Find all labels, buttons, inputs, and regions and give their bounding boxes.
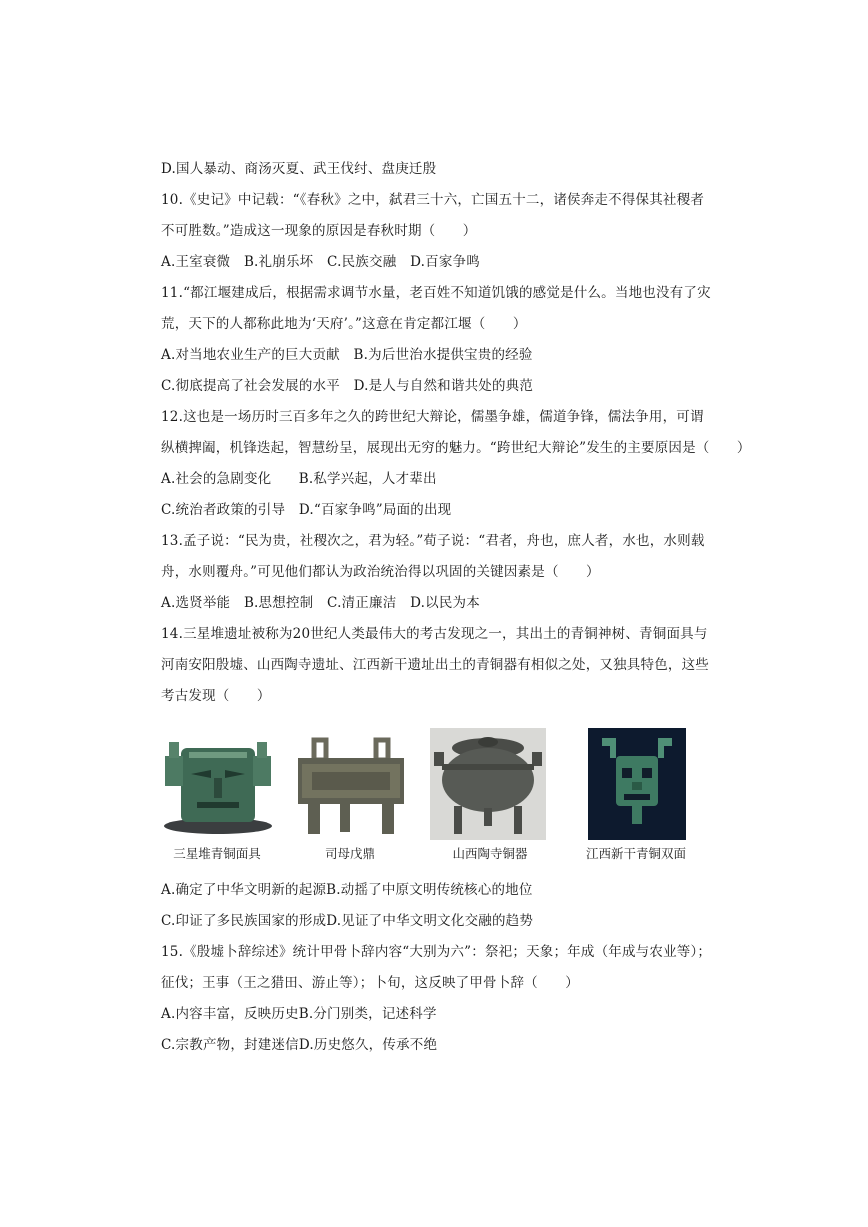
question-13-text-cont: 舟，水则覆舟。”可见他们都认为政治统治得以巩固的关键因素是（ ）: [161, 564, 600, 580]
question-13-text: 13.孟子说：“民为贵，社稷次之，君为轻。”荀子说：“君者，舟也，庶人者，水也，水则载: [161, 533, 705, 549]
question-15-options-cd: C.宗教产物，封建迷信D.历史悠久，传承不绝: [161, 1037, 438, 1053]
question-12-options-cd: C.统治者政策的引导 D.“百家争鸣”局面的出现: [161, 502, 452, 518]
question-14-options-cd: C.印证了多民族国家的形成D.见证了中华文明文化交融的趋势: [161, 913, 534, 929]
bronze-vessel-icon: [430, 728, 546, 840]
question-11-options-cd: C.彻底提高了社会发展的水平 D.是人与自然和谐共处的典范: [161, 378, 534, 394]
question-12-text-cont: 纵横捭阖，机锋迭起，智慧纷呈，展现出无穷的魅力。“跨世纪大辩论”发生的主要原因是（ ）: [161, 440, 751, 456]
question-14-text-end: 考古发现（ ）: [161, 688, 271, 704]
question-15-options-ab: A.内容丰富，反映历史B.分门别类，记述科学: [161, 1006, 437, 1022]
question-13-options: A.选贤举能 B.思想控制 C.清正廉洁 D.以民为本: [161, 595, 480, 611]
question-12-options-ab: A.社会的急剧变化 B.私学兴起，人才辈出: [161, 471, 437, 487]
question-11-text-cont: 荒，天下的人都称此地为‘天府’。”这意在肯定都江堰（ ）: [161, 316, 527, 332]
question-11-options-ab: A.对当地农业生产的巨大贡献 B.为后世治水提供宝贵的经验: [161, 347, 533, 363]
question-10-text-cont: 不可胜数。”造成这一现象的原因是春秋时期（ ）: [161, 223, 477, 239]
option-line-9d: D.国人暴动、商汤灭夏、武王伐纣、盘庚迁殷: [161, 161, 437, 177]
bronze-mask-icon: [159, 738, 277, 836]
bronze-ding-icon: [292, 736, 410, 838]
question-14-text-cont: 河南安阳殷墟、山西陶寺遗址、江西新干遗址出土的青铜器有相似之处，又独具特色，这些: [161, 657, 709, 673]
question-12-text: 12.这也是一场历时三百多年之久的跨世纪大辩论，儒墨争雄，儒道争锋，儒法争用，可谓: [161, 409, 704, 425]
question-10-options: A.王室衰微 B.礼崩乐坏 C.民族交融 D.百家争鸣: [161, 254, 480, 270]
figure-caption: 山西陶寺铜器: [452, 846, 528, 861]
question-14-text: 14.三星堆遗址被称为20世纪人类最伟大的考古发现之一，其出土的青铜神树、青铜面具与: [161, 626, 708, 642]
question-11-text: 11.“都江堰建成后，根据需求调节水量，老百姓不知道饥饿的感觉是什么。当地也没有了灾: [161, 285, 711, 301]
question-10-text: 10.《史记》中记载：“《春秋》之中，弑君三十六，亡国五十二，诸侯奔走不得保其社稷者: [161, 192, 705, 208]
artifact-figures: [155, 728, 715, 868]
figure-caption: 司母戊鼎: [324, 846, 375, 861]
figure-caption: 江西新干青铜双面: [585, 846, 686, 861]
bronze-double-face-icon: [588, 728, 686, 840]
question-15-text-cont: 征伐；王事（王之猎田、游止等）；卜旬，这反映了甲骨卜辞（ ）: [161, 975, 579, 991]
figure-caption: 三星堆青铜面具: [173, 846, 261, 861]
question-15-text: 15.《殷墟卜辞综述》统计甲骨卜辞内容“大别为六”：祭祀；天象；年成（年成与农业等）；: [161, 944, 712, 960]
question-14-options-ab: A.确定了中华文明新的起源B.动摇了中原文明传统核心的地位: [161, 882, 533, 898]
